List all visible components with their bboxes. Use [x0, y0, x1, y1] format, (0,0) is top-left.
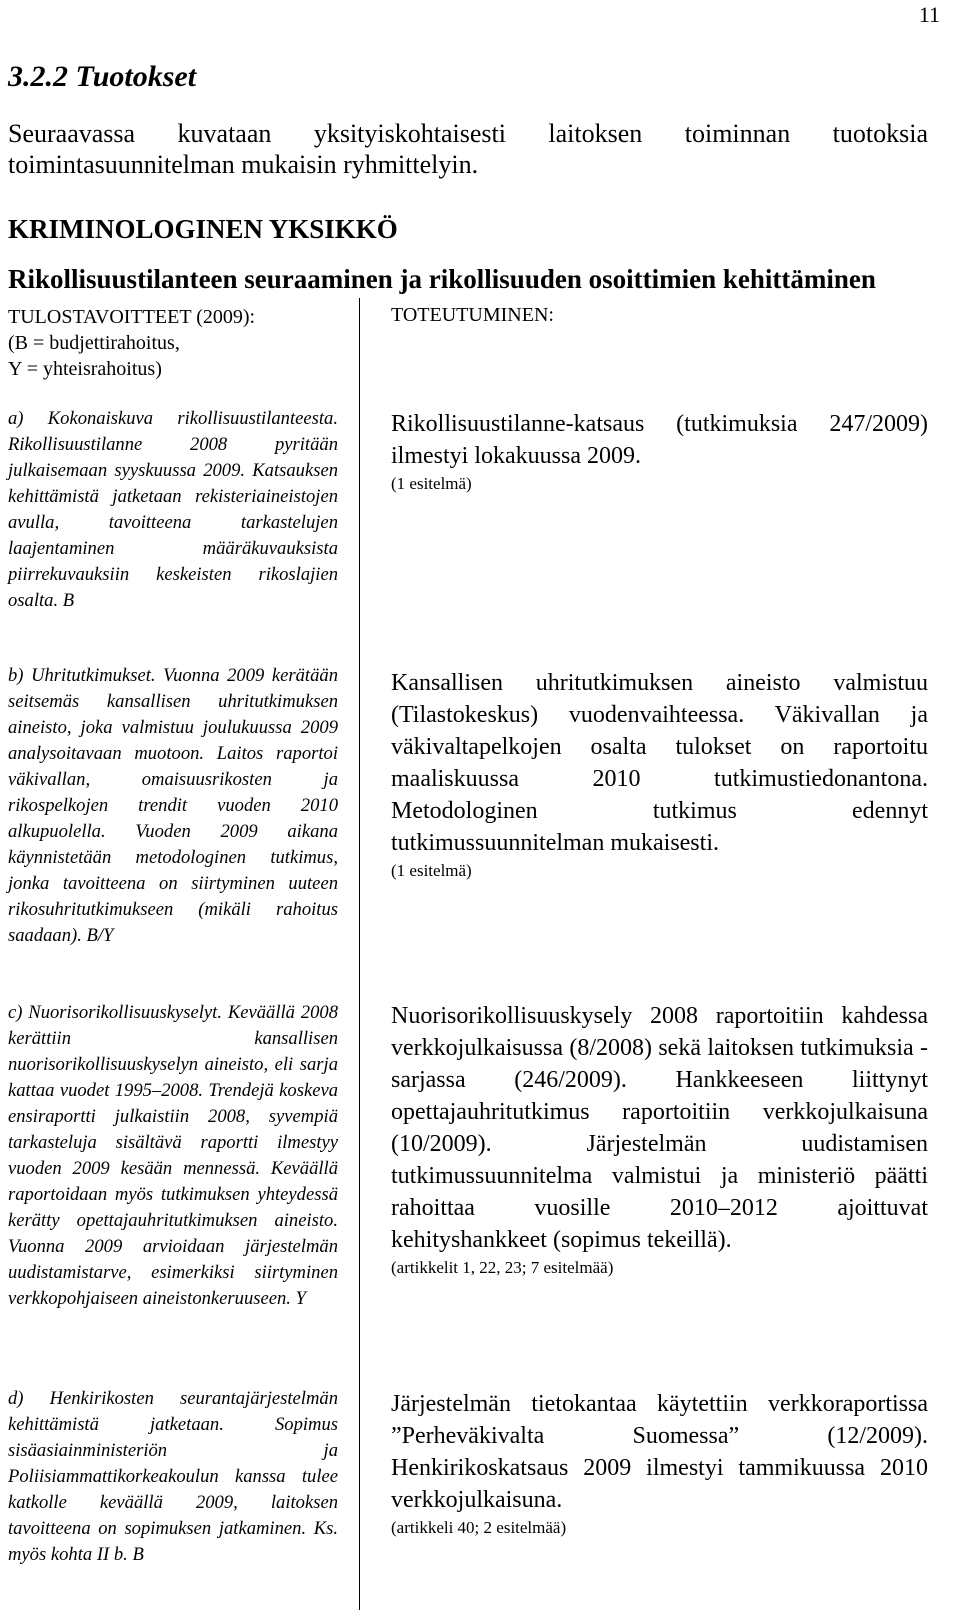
- result-b: [391, 667, 928, 883]
- goal-d: d) Henkirikosten seurantajärjestelmän kehittämistä jatketaan. Sopimus sisäasiainministeriön ja Poliisiammattikorkeakoulun kanssa tulee katkolle keväällä 2009, laitoksen tavoitteena on sopimuksen jatkaminen. Ks. myös kohta II b. B: [8, 1388, 338, 1565]
- unit-subtitle: Rikollisuustilanteen seuraaminen ja rikollisuuden osoittimien kehittäminen: [8, 264, 876, 294]
- column-divider: [359, 298, 360, 1610]
- goals-header-line: TULOSTAVOITTEET (2009):: [8, 306, 256, 328]
- result-d-count: (artikkeli 40; 2 esitelmää): [391, 1518, 567, 1537]
- intro-paragraph: Seuraavassa kuvataan yksityiskohtaisesti laitoksen toiminnan tuotoksia toimintasuunnitelman mukaisin ryhmittelyin.: [8, 119, 928, 179]
- goal-a: a) Kokonaiskuva rikollisuustilanteesta. Rikollisuustilanne 2008 pyritään julkaisemaan syyskuussa 2009. Katsauksen kehittämistä jatketaan rekisteriaineistojen avulla, tavoitteena tarkastelujen laajentaminen määräkuvauksista piirrekuvauksiin keskeisten rikoslajien osalta. B: [8, 408, 338, 611]
- result-b-count: (1 esitelmä): [391, 861, 472, 880]
- goals-column-header: [8, 304, 255, 382]
- goal-b: b) Uhritutkimukset. Vuonna 2009 kerätään seitsemäs kansallisen uhritutkimuksen aineisto, joka valmistuu joulukuussa 2009 analysoitavaan muotoon. Laitos raportoi väkivallan, omaisuusrikosten ja rikospelkojen trendit vuoden 2010 alkupuolella. Vuoden 2009 aikana käynnistetään metodologinen tutkimus, jonka tavoitteena on siirtyminen uuteen rikosuhritutkimukseen (mikäli rahoitus saadaan). B/Y: [8, 665, 338, 946]
- result-a: [391, 408, 928, 496]
- result-c-count: (artikkelit 1, 22, 23; 7 esitelmää): [391, 1258, 614, 1277]
- goals-header-line: Y = yhteisrahoitus): [8, 358, 162, 380]
- page-number: 11: [918, 2, 940, 27]
- result-d: [391, 1388, 928, 1540]
- result-c-text: Nuorisorikollisuuskysely 2008 raportoitiin kahdessa verkkojulkaisussa (8/2008) sekä laitoksen tutkimuksia -sarjassa (246/2009). Hankkeeseen liittynyt opettajauhritutkimus raportoitiin verkkojulkaisuna (10/2009). Järjestelmän uudistamisen tutkimussuunnitelma valmistui ja ministeriö päätti rahoittaa vuosille 2010–2012 ajoittuvat kehityshankkeet (sopimus tekeillä).: [391, 1003, 928, 1253]
- result-a-text: Rikollisuustilanne-katsaus (tutkimuksia 247/2009) ilmestyi lokakuussa 2009.: [391, 411, 928, 469]
- unit-title: KRIMINOLOGINEN YKSIKKÖ: [8, 214, 398, 244]
- goals-header-line: (B = budjettirahoitus,: [8, 332, 180, 354]
- result-c: [391, 1000, 928, 1280]
- results-column-header: TOTEUTUMINEN:: [391, 304, 554, 326]
- section-title: 3.2.2 Tuotokset: [8, 60, 197, 93]
- result-a-count: (1 esitelmä): [391, 474, 472, 493]
- result-b-text: Kansallisen uhritutkimuksen aineisto valmistuu (Tilastokeskus) vuodenvaihteessa. Väkivallan ja väkivaltapelkojen osalta tulokset on raportoitu maaliskuussa 2010 tutkimustiedonantona. Metodologinen tutkimus edennyt tutkimussuunnitelman mukaisesti.: [391, 670, 928, 856]
- goal-c: c) Nuorisorikollisuuskyselyt. Keväällä 2008 kerättiin kansallisen nuorisorikollisuuskyselyn aineisto, eli sarja kattaa vuodet 1995–2008. Trendejä koskeva ensiraportti julkaistiin 2008, syvempiä tarkasteluja sisältävä raportti ilmestyy vuoden 2009 kesään mennessä. Keväällä raportoidaan myös tutkimuksen yhteydessä kerätty opettajauhritutkimuksen aineisto. Vuonna 2009 arvioidaan järjestelmän uudistamistarve, esimerkiksi siirtyminen verkkopohjaiseen aineistonkeruuseen. Y: [8, 1002, 338, 1309]
- result-d-text: Järjestelmän tietokantaa käytettiin verkkoraportissa ”Perheväkivalta Suomessa” (12/2009). Henkirikoskatsaus 2009 ilmestyi tammikuussa 2010 verkkojulkaisuna.: [391, 1391, 928, 1513]
